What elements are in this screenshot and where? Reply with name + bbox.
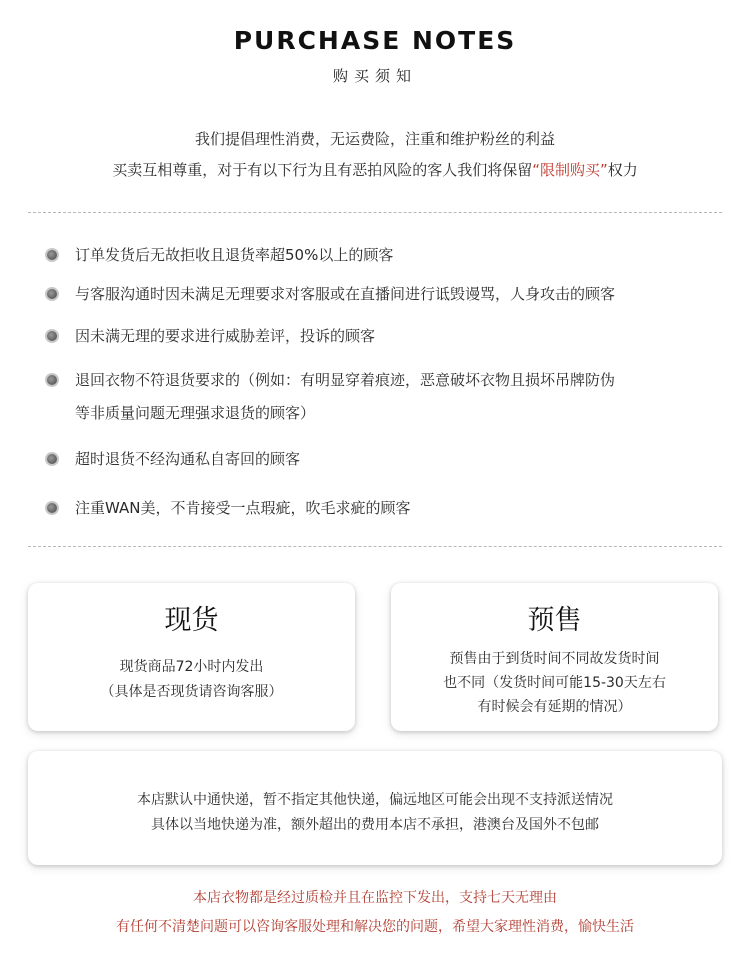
bullet-icon [45,501,59,515]
bullet-icon [45,248,59,262]
page-title: PURCHASE NOTES [233,26,517,55]
rule-text: 订单发货后无故拒收且退货率超50%以上的顾客 [75,246,394,264]
intro-line-2-prefix: 买卖互相尊重，对于有以下行为且有恶拍风险的客人我们将保留 [112,161,533,179]
bullet-icon [45,452,59,466]
bullet-icon [45,329,59,343]
in-stock-line-1: 现货商品72小时内发出 [119,659,264,675]
rule-text: 退回衣物不符退货要求的（例如：有明显穿着痕迹，恶意破坏衣物且损坏吊牌防伪 [75,371,616,389]
intro-line-2-suffix: 权力 [607,161,638,179]
presale-card [391,583,718,731]
rule-text: 超时退货不经沟通私自寄回的顾客 [75,450,301,468]
bullet-icon [45,373,59,387]
rule-text-continued: 等非质量问题无理强求退货的顾客） [75,404,316,422]
restrict-purchase-highlight: “限制购买” [532,161,608,179]
page-subtitle: 购买须知 [332,67,417,85]
presale-line-3: 有时候会有延期的情况） [477,699,632,715]
in-stock-card [28,583,355,731]
shipping-line-1: 本店默认中通快递，暂不指定其他快递，偏远地区可能会出现不支持派送情况 [137,792,613,808]
intro-line-2 [0,159,750,180]
footer-line-1: 本店衣物都是经过质检并且在监控下发出，支持七天无理由 [193,890,557,906]
bullet-icon [45,287,59,301]
in-stock-line-2: （具体是否现货请咨询客服） [100,684,283,700]
rule-text: 与客服沟通时因未满足无理要求对客服或在直播间进行诋毁谩骂，人身攻击的顾客 [75,285,616,303]
footer-line-2: 有任何不清楚问题可以咨询客服处理和解决您的问题，希望大家理性消费，愉快生活 [116,919,634,935]
dashed-divider-top [28,212,722,213]
shipping-card [28,751,722,865]
intro-line-1: 我们提倡理性消费，无运费险，注重和维护粉丝的利益 [194,130,555,148]
in-stock-heading: 现货 [164,605,219,636]
shipping-line-2: 具体以当地快递为准，额外超出的费用本店不承担，港澳台及国外不包邮 [151,817,599,833]
presale-line-2: 也不同（发货时间可能15-30天左右 [443,675,666,691]
rule-text: 因未满无理的要求进行威胁差评，投诉的顾客 [75,327,376,345]
dashed-divider-bottom [28,546,722,547]
presale-line-1: 预售由于到货时间不同故发货时间 [449,651,660,667]
presale-heading: 预售 [527,605,582,636]
rule-text: 注重WAN美，不肯接受一点瑕疵，吹毛求疵的顾客 [75,499,411,517]
